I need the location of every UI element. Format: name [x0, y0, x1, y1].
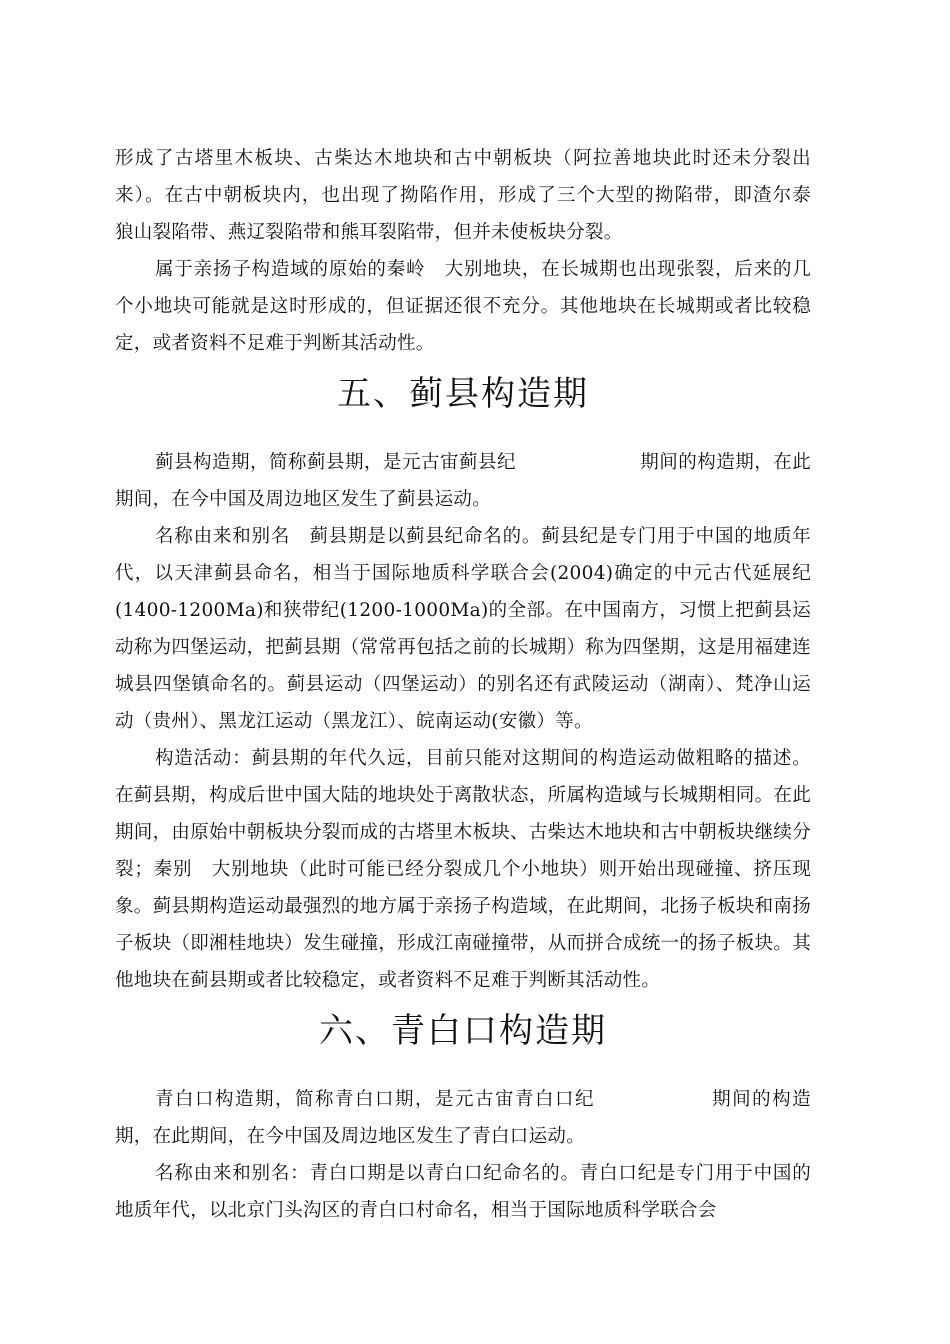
section-6-paragraph-2: 名称由来和别名：青白口期是以青白口纪命名的。青白口纪是专门用于中国的地质年代，以北京门头沟区的青白口村命名，相当于国际地质科学联合会	[115, 1163, 811, 1221]
heading-spacer	[115, 428, 811, 444]
section-5-p1-start: 蓟县构造期，简称蓟县期，是元古宙蓟县纪	[155, 452, 516, 473]
heading-spacer	[115, 1065, 811, 1081]
section-5-paragraph-1	[115, 444, 811, 518]
section-6-heading: 六、青白口构造期	[319, 1011, 607, 1051]
section-5-p1-end: 期间的构造期，在此期间，在今中国及周边地区发生了蓟县运动。	[115, 452, 811, 510]
section-5-paragraph-2: 名称由来和别名 蓟县期是以蓟县纪命名的。蓟县纪是专门用于中国的地质年代，以天津蓟县命名，相当于国际地质科学联合会(2004)确定的中元古代延展纪(1400-1200Ma)和狭带纪(1200-1000Ma)的全部。在中国南方，习惯上把蓟县运动称为四堡运动，把蓟县期（常常再包括之前的长城期）称为四堡期，这是用福建连城县四堡镇命名的。蓟县运动（四堡运动）的别名还有武陵运动（湖南）、梵净山运动（贵州）、黑龙江运动（黑龙江）、皖南运动(安徽）等。	[115, 526, 811, 732]
intro-paragraph-1: 形成了古塔里木板块、古柴达木地块和古中朝板块（阿拉善地块此时还未分裂出来）。在古中朝板块内，也出现了拗陷作用，形成了三个大型的拗陷带，即渣尔泰 狼山裂陷带、燕辽裂陷带和熊耳裂陷带，但并未使板块分裂。	[115, 148, 830, 243]
section-6-p1-start: 青白口构造期，简称青白口期，是元古宙青白口纪	[155, 1089, 595, 1110]
section-6-paragraph-1	[115, 1081, 811, 1155]
intro-paragraph-2: 属于亲扬子构造域的原始的秦岭 大别地块，在长城期也出现张裂，后来的几个小地块可能就是这时形成的，但证据还很不充分。其他地块在长城期或者比较稳定，或者资料不足难于判断其活动性。	[115, 259, 811, 354]
section-5-heading: 五、蓟县构造期	[337, 374, 589, 414]
document-page	[115, 140, 830, 1229]
section-6-p1-end: 期间的构造期，在此期间，在今中国及周边地区发生了青白口运动。	[115, 1089, 811, 1147]
section-5-paragraph-3: 构造活动：蓟县期的年代久远，目前只能对这期间的构造运动做粗略的描述。在蓟县期，构成后世中国大陆的地块处于离散状态，所属构造域与长城期相同。在此期间，由原始中朝板块分裂而成的古塔里木板块、古柴达木地块和古中朝板块继续分裂；秦别 大别地块（此时可能已经分裂成几个小地块）则开始出现碰撞、挤压现象。蓟县期构造运动最强烈的地方属于亲扬子构造域，在此期间，北扬子板块和南扬子板块（即湘桂地块）发生碰撞，形成江南碰撞带，从而拼合成统一的扬子板块。其他地块在蓟县期或者比较稳定，或者资料不足难于判断其活动性。	[115, 748, 811, 991]
